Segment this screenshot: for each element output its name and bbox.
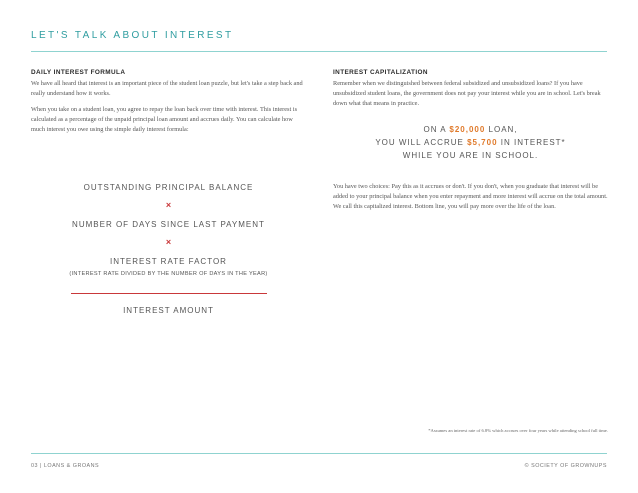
choices-paragraph: You have two choices: Pay this as it accrues or don't. If you don't, when you graduate that interest will be added to your principal balance when you enter repayment and more interest will accrue on the total amount. We call this capitalized interest. Bottom line, you will pay more over the life of the loan. bbox=[333, 183, 608, 210]
callout-text: IN INTEREST* bbox=[497, 138, 566, 147]
header-divider bbox=[31, 51, 607, 52]
formula-term-rate-factor-note: (INTEREST RATE DIVIDED BY THE NUMBER OF DAYS IN THE YEAR) bbox=[69, 271, 268, 277]
loan-amount: $20,000 bbox=[449, 125, 486, 134]
interest-callout bbox=[333, 123, 608, 162]
right-column bbox=[333, 69, 608, 218]
multiply-symbol: × bbox=[165, 200, 172, 210]
formula-term-principal: OUTSTANDING PRINCIPAL BALANCE bbox=[83, 183, 254, 192]
interest-formula bbox=[31, 183, 306, 315]
footer-brand: © SOCIETY OF GROWNUPS bbox=[524, 463, 607, 469]
callout-line-2 bbox=[333, 136, 608, 149]
callout-text: YOU WILL ACCRUE bbox=[375, 138, 468, 147]
callout-line-1 bbox=[333, 123, 608, 136]
interest-amount: $5,700 bbox=[467, 138, 498, 147]
capitalization-heading: INTEREST CAPITALIZATION bbox=[333, 69, 428, 76]
formula-term-rate-factor: INTEREST RATE FACTOR bbox=[110, 257, 227, 266]
explanation-paragraph: When you take on a student loan, you agree to repay the loan back over time with interest. This interest is calculated as a percentage of the unpaid principal loan amount and accrues daily. You can calculate how much interest you owe using the simple daily interest formula: bbox=[31, 106, 298, 133]
formula-result: INTEREST AMOUNT bbox=[123, 306, 214, 315]
capitalization-paragraph: Remember when we distinguished between federal subsidized and unsubsidized loans? If you have unsubsidized student loans, the government does not pay your interest while you are in school. Let's break down what that means in practice. bbox=[333, 80, 601, 107]
multiply-symbol: × bbox=[165, 237, 172, 247]
page-title: LET'S TALK ABOUT INTEREST bbox=[31, 30, 234, 41]
left-column bbox=[31, 69, 306, 141]
footnote: *Assumes an interest rate of 6.8% which accrues over four years while attending school full time. bbox=[428, 428, 608, 433]
formula-term-days: NUMBER OF DAYS SINCE LAST PAYMENT bbox=[72, 220, 265, 229]
formula-divider bbox=[71, 293, 267, 294]
intro-paragraph: We have all heard that interest is an important piece of the student loan puzzle, but let's take a step back and really understand how it works. bbox=[31, 80, 303, 97]
daily-interest-heading: DAILY INTEREST FORMULA bbox=[31, 69, 126, 76]
callout-text: LOAN, bbox=[485, 125, 518, 134]
footer-page-label: 03 | LOANS & GROANS bbox=[31, 463, 100, 469]
callout-line-3: WHILE YOU ARE IN SCHOOL. bbox=[402, 151, 539, 160]
footer-divider bbox=[31, 453, 607, 454]
callout-text: ON A bbox=[423, 125, 450, 134]
